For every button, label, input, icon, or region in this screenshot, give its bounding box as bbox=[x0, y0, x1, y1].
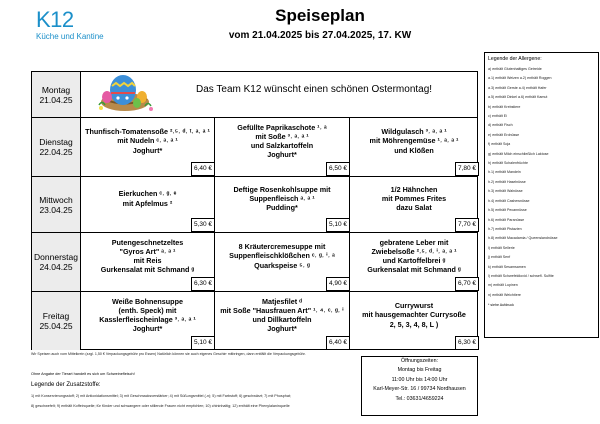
day-name: Mittwoch bbox=[39, 194, 73, 205]
meal-line: "Gyros Art" ᵃ˒ ᵃ ¹ bbox=[119, 246, 176, 256]
allergen-item: h.6) enthält Paranüsse bbox=[488, 217, 525, 222]
meal-price: 4,90 € bbox=[326, 277, 350, 291]
meal-price: 6,30 € bbox=[455, 336, 479, 350]
allergen-item: c) enthält Ei bbox=[488, 114, 507, 119]
day-cell-friday bbox=[32, 292, 81, 350]
packaging-footnote: Wir Speisen auch vom Mittelkrein (zzgl. 1,50 € Verpackungsgebühr pro Essen) Natürlich können sie auch eigenes Geschirr mitbringen, dann entfällt die Verpackungsgebühr. bbox=[31, 352, 306, 356]
hours-address: Karl-Meyer-Str. 16 / 99734 Nordhausen bbox=[373, 386, 466, 393]
meal-description bbox=[352, 179, 476, 218]
meal-price: 6,30 € bbox=[191, 277, 215, 291]
meal-line: mit hausgemachter Currysoße bbox=[362, 310, 466, 320]
meal-line: Suppenfleisch ᵃ˒ ᵃ ¹ bbox=[249, 193, 315, 203]
row-thursday bbox=[32, 233, 477, 292]
meal-description bbox=[352, 120, 476, 162]
meal-line: und Salzkartoffeln bbox=[250, 141, 314, 150]
meal-line: Kasslerfleischeinlage ³˒ ᵃ˒ ᵃ ¹ bbox=[99, 315, 196, 324]
logo bbox=[36, 9, 104, 41]
meal-price: 6,40 € bbox=[326, 336, 350, 350]
day-name: Freitag bbox=[42, 311, 70, 321]
meal-line: Currywurst bbox=[394, 301, 434, 311]
opening-hours-box bbox=[361, 356, 478, 416]
allergen-item: a.3) enthält Gerste a.4) enthält Hafer bbox=[488, 85, 547, 90]
meal-line: Eierkuchen ᶜ˒ ᵍ˒ ᵉ bbox=[118, 189, 177, 199]
meal-line: und Dillkartoffeln bbox=[252, 315, 312, 324]
meal-price: 6,50 € bbox=[326, 162, 350, 176]
meal-line: Suppenfleischklößchen ᶜ˒ ᵍ˒ ⁱ˒ ᵃ bbox=[229, 251, 335, 261]
meal-price: 6,40 € bbox=[191, 162, 215, 176]
hours-time: 11:00 Uhr bis 14:00 Uhr bbox=[391, 376, 448, 383]
meal-cell bbox=[350, 233, 478, 291]
meal-line: Putengeschnetzeltes bbox=[111, 237, 184, 247]
allergen-item: n) enthält Weichtiere bbox=[488, 292, 521, 297]
meal-price: 6,70 € bbox=[455, 277, 479, 291]
meal-cell bbox=[81, 177, 215, 232]
meal-price: 5,10 € bbox=[326, 218, 350, 232]
allergen-item: m) enthält Lupinen bbox=[488, 283, 518, 288]
allergen-legend bbox=[484, 52, 599, 338]
day-date: 21.04.25 bbox=[39, 94, 73, 105]
meal-cell bbox=[215, 177, 350, 232]
row-friday bbox=[32, 292, 477, 350]
meal-cell bbox=[215, 233, 350, 291]
allergen-item: k) enthält Sesamsamen bbox=[488, 264, 526, 269]
meal-cell bbox=[215, 118, 350, 176]
meal-description bbox=[83, 120, 212, 162]
page-subtitle: vom 21.04.2025 bis 27.04.2025, 17. KW bbox=[228, 30, 412, 41]
meal-description bbox=[217, 235, 347, 277]
easter-basket-image bbox=[93, 72, 183, 118]
allergen-title: Legende der Allergene: bbox=[488, 56, 542, 62]
allergen-item: h.4) enthält Cashewnüsse bbox=[488, 198, 530, 203]
meal-line: mit Reis bbox=[133, 256, 162, 265]
hours-phone: Tel.: 03631/4659224 bbox=[395, 395, 444, 402]
meal-line: Wildgulasch ³˒ ᵃ˒ ᵃ ¹ bbox=[381, 127, 447, 137]
hours-title: Öffnungszeiten: bbox=[400, 358, 438, 364]
allergen-item: b) enthält Krebstiere bbox=[488, 104, 521, 109]
meal-line: Gurkensalat mit Schmand ᵍ bbox=[367, 265, 461, 275]
day-date: 25.04.25 bbox=[39, 321, 73, 331]
menu-table bbox=[31, 71, 478, 350]
holiday-banner bbox=[81, 72, 477, 117]
meal-line: mit Soße "Hausfrauen Art" ¹˒ ⁴˒ ᶜ˒ ᵍ˒ ⁱ bbox=[220, 305, 344, 315]
day-cell-wednesday bbox=[32, 177, 81, 232]
allergen-item: h.8) enthält Macadamia / Queenslandnüsse bbox=[488, 236, 558, 241]
row-wednesday bbox=[32, 177, 477, 233]
meal-line: Pudding* bbox=[266, 203, 298, 213]
meal-line: und Klößen bbox=[394, 145, 434, 155]
day-name: Montag bbox=[41, 84, 71, 95]
meal-price: 7,80 € bbox=[455, 162, 479, 176]
allergen-item: i) enthält Sellerie bbox=[488, 245, 515, 250]
meal-price: 7,70 € bbox=[455, 218, 479, 232]
logo-main: K12 bbox=[36, 7, 74, 32]
day-date: 23.04.25 bbox=[39, 204, 73, 215]
day-name: Dienstag bbox=[39, 137, 73, 147]
page-title: Speiseplan bbox=[275, 6, 365, 25]
day-cell-tuesday bbox=[32, 118, 81, 176]
meal-line: Weiße Bohnensuppe bbox=[112, 296, 183, 306]
meal-line: (enth. Speck) mit bbox=[118, 305, 177, 315]
allergen-item: h.7) enthält Pistazien bbox=[488, 226, 522, 231]
day-date: 22.04.25 bbox=[39, 147, 73, 157]
meal-description bbox=[217, 120, 347, 162]
allergen-item: l) enthält Schwefeldioxid / schwefl. Sulfite bbox=[488, 273, 554, 278]
meal-cell bbox=[350, 177, 478, 232]
meal-line: dazu Salat bbox=[396, 203, 432, 213]
meal-description bbox=[83, 179, 212, 218]
meal-line: Joghurt* bbox=[267, 150, 297, 160]
meal-line: mit Nudeln ᶜ˒ ᵃ˒ ᵃ ¹ bbox=[117, 136, 178, 146]
meal-line: Gurkensalat mit Schmand ᵍ bbox=[100, 265, 195, 275]
day-cell-thursday bbox=[32, 233, 81, 291]
allergen-item: j) enthält Senf bbox=[488, 255, 511, 260]
meal-cell bbox=[350, 292, 478, 350]
meal-line: Gefüllte Paprikaschote ¹˒ ᵃ bbox=[237, 122, 327, 132]
day-name: Donnerstag bbox=[34, 252, 78, 262]
allergen-item: h.1) enthält Mandeln bbox=[488, 170, 521, 175]
allergen-item: f) enthält Soja bbox=[488, 142, 511, 147]
day-cell-monday bbox=[32, 72, 81, 117]
meal-line: Quarkspeise ⁵˒ ᵍ bbox=[254, 260, 310, 270]
meat-notice: Ohne Angabe der Tierart handelt es sich um Schweinefleisch! bbox=[31, 372, 135, 376]
meal-line: 2, 5, 3, 4, 8, L ) bbox=[389, 319, 439, 329]
meal-description bbox=[352, 235, 476, 277]
meal-line: Zwiebelsoße ²˒⁵˒ ᵈ˒ ⁱ˒ ᵃ˒ ᵃ ¹ bbox=[371, 246, 457, 256]
day-date: 24.04.25 bbox=[39, 262, 73, 272]
meal-line: mit Apfelmus ² bbox=[122, 198, 173, 208]
allergen-item: e) enthält Erdnüsse bbox=[488, 132, 520, 137]
meal-description bbox=[352, 294, 476, 336]
additives-legend-title: Legende der Zusatzstoffe: bbox=[31, 382, 101, 388]
allergen-item: h.5) enthält Pecannüsse bbox=[488, 208, 527, 213]
meal-line: und Kartoffelbrei ᵍ bbox=[382, 256, 446, 265]
meal-line: Matjesfilet ᵈ bbox=[262, 296, 302, 306]
meal-line: Joghurt* bbox=[132, 145, 163, 155]
allergen-item: h.2) enthält Haselnüsse bbox=[488, 179, 526, 184]
meal-description bbox=[217, 179, 347, 218]
meal-line: Thunfisch-Tomatensoße ²˒⁵˒ ᵈ˒ ᵗ˒ ᵃ˒ ᵃ ¹ bbox=[85, 127, 210, 137]
meal-description bbox=[83, 294, 212, 336]
meal-line: gebratene Leber mit bbox=[379, 237, 449, 247]
meal-cell bbox=[215, 292, 350, 350]
meal-line: mit Pommes Frites bbox=[381, 193, 447, 203]
meal-line: Joghurt* bbox=[267, 324, 297, 334]
allergen-note: * siehe Aufdruck bbox=[488, 303, 514, 308]
meal-line: 8 Kräutercremesuppe mit bbox=[238, 242, 326, 252]
logo-sub: Küche und Kantine bbox=[36, 32, 104, 41]
meal-cell bbox=[350, 118, 478, 176]
hours-days: Montag bis Freitag bbox=[397, 367, 442, 374]
meal-line: mit Möhrengemüse ¹˒ ᵃ˒ ᵃ ¹ bbox=[369, 136, 459, 146]
additives-legend-line: 1) mit Konservierungsstoff; 2) mit Antioxidationsmittel; 3) mit Geschmacksverstärker; 4) mit Süßungsmittel (-n); 5) mit Farbstoff; 6) geschwärzt; 7) mit Phosphat; bbox=[31, 394, 291, 398]
meal-price: 5,30 € bbox=[191, 218, 215, 232]
meal-line: 1/2 Hähnchen bbox=[390, 184, 438, 194]
meal-line: mit Soße ³˒ ᵃ˒ ᵃ ¹ bbox=[255, 131, 309, 141]
allergen-item: d) enthält Fisch bbox=[488, 123, 513, 128]
meal-cell bbox=[81, 233, 215, 291]
allergen-item: a) enthält Glutenhaltiges Getreide bbox=[488, 67, 542, 71]
meal-cell bbox=[81, 292, 215, 350]
meal-line: Deftige Rosenkohlsuppe mit bbox=[233, 184, 331, 194]
meal-description bbox=[83, 235, 212, 277]
allergen-list bbox=[488, 65, 595, 300]
meal-price: 5,10 € bbox=[191, 336, 215, 350]
row-monday bbox=[32, 72, 477, 118]
meal-description bbox=[217, 294, 347, 336]
row-tuesday bbox=[32, 118, 477, 177]
additives-legend-line: 8) geschwefelt; 9) enthält Koffeinquelle; für Kinder und schwangere oder stillende Frauen nicht empfohlen; 10) chininhaltig; 12) enthält eine Phenylalaninquelle bbox=[31, 404, 290, 408]
meal-line: Joghurt* bbox=[132, 324, 163, 334]
allergen-item: g) enthält Milch einschließlich Laktose bbox=[488, 151, 549, 156]
allergen-item: a.1) enthält Weizen a.2) enthält Roggen bbox=[488, 76, 552, 81]
allergen-item: h) enthält Schalenfrüchte bbox=[488, 161, 528, 166]
holiday-message: Das Team K12 wünscht einen schönen Ostermontag! bbox=[196, 84, 433, 95]
allergen-item: a.5) enthält Dinkel a.6) enthält Kamut bbox=[488, 95, 548, 100]
allergen-item: h.3) enthält Walnüsse bbox=[488, 189, 523, 194]
meal-cell bbox=[81, 118, 215, 176]
